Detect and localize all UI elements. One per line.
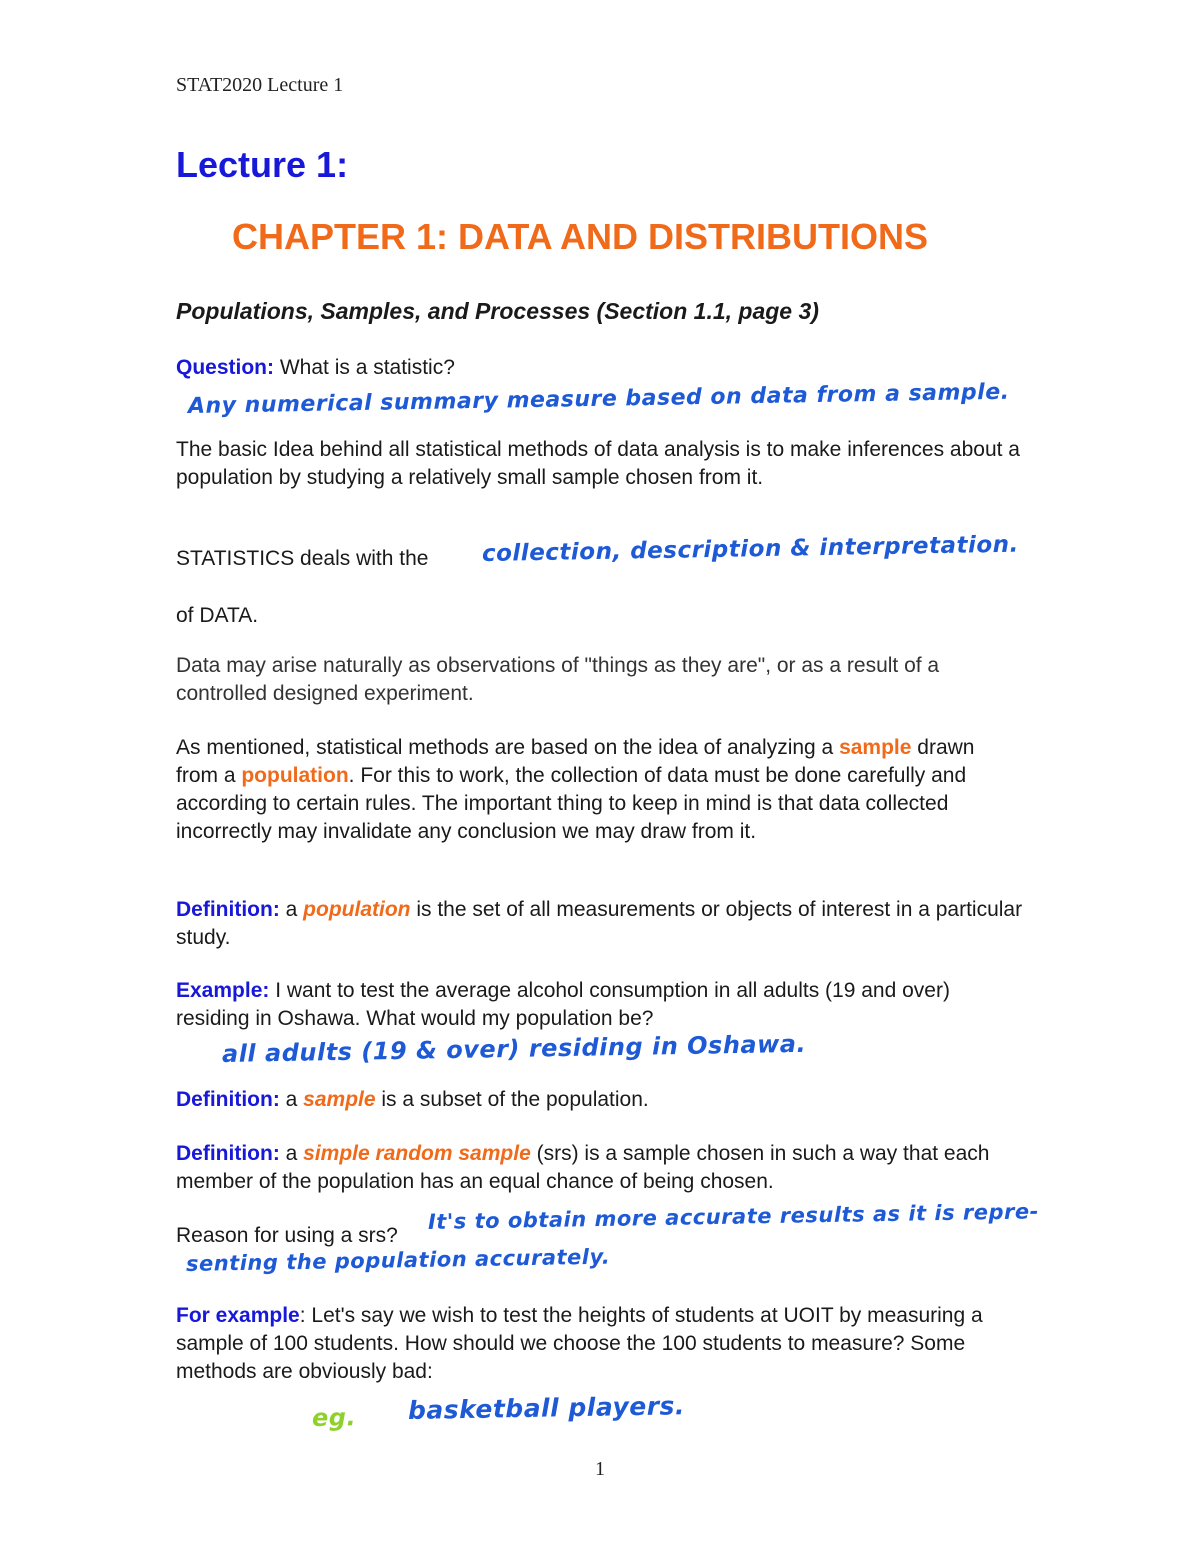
- term-sample-italic: sample: [303, 1088, 376, 1111]
- definition-pre: a: [279, 1088, 304, 1111]
- definition-pre: a: [279, 898, 304, 921]
- page-number: 1: [595, 1458, 605, 1480]
- paragraph-mentioned: [176, 734, 1016, 846]
- handwritten-population-answer: all adults (19 & over) residing in Oshawa.: [221, 1029, 807, 1068]
- definition-population: [176, 896, 1036, 952]
- for-example-text: : Let's say we wish to test the heights of students at UOIT by measuring a sample of 100 students. How should we choose the 100 students to measure? Some methods are obviously bad:: [176, 1304, 983, 1383]
- for-example-paragraph: [176, 1302, 1016, 1386]
- handwritten-reason-line2: senting the population accurately.: [185, 1244, 611, 1276]
- definition-label: Definition:: [176, 1142, 280, 1165]
- example-label: Example:: [176, 979, 270, 1002]
- running-head: STAT2020 Lecture 1: [176, 74, 344, 96]
- handwritten-eg: eg.: [311, 1403, 357, 1432]
- example-text: I want to test the average alcohol consumption in all adults (19 and over) residing in Oshawa. What would my population be?: [176, 979, 950, 1030]
- lecture-title: Lecture 1:: [176, 144, 349, 185]
- chapter-title: CHAPTER 1: DATA AND DISTRIBUTIONS: [232, 216, 928, 257]
- term-simple-random-sample: simple random sample: [303, 1142, 531, 1165]
- handwritten-basketball-players: basketball players.: [407, 1391, 686, 1425]
- paragraph-basic-idea: The basic Idea behind all statistical methods of data analysis is to make inferences about a population by studying a relatively small sample chosen from it.: [176, 438, 1020, 489]
- definition-population-text: is the set of all measurements or objects of interest in a particular study.: [176, 898, 1023, 949]
- example-alcohol: [176, 977, 1016, 1033]
- handwritten-reason-line1: It's to obtain more accurate results as it is repre-: [427, 1199, 1040, 1234]
- term-population-italic: population: [303, 898, 411, 921]
- mentioned-part2: drawn from a: [176, 736, 975, 787]
- definition-pre: a: [279, 1142, 304, 1165]
- definition-srs-text: (srs) is a sample chosen in such a way that each member of the population has an equal chance of being chosen.: [176, 1142, 990, 1193]
- paragraph-data-arise: Data may arise naturally as observations of "things as they are", or as a result of a controlled designed experiment.: [176, 654, 940, 705]
- for-example-label: For example: [176, 1304, 300, 1327]
- term-sample: sample: [839, 736, 912, 759]
- question-label: Question:: [176, 356, 274, 379]
- reason-question: Reason for using a srs?: [176, 1224, 398, 1247]
- definition-sample: [176, 1086, 1056, 1114]
- statistics-lead: STATISTICS deals with the: [176, 547, 429, 570]
- statistics-tail: of DATA.: [176, 604, 259, 627]
- section-heading: Populations, Samples, and Processes (Section 1.1, page 3): [176, 298, 819, 324]
- mentioned-part3: . For this to work, the collection of data must be done carefully and according to certain rules. The important thing to keep in mind is that data collected incorrectly may invalidate any conclusion we may draw from it.: [176, 764, 967, 843]
- question-text: What is a statistic?: [279, 356, 455, 379]
- mentioned-part1: As mentioned, statistical methods are based on the idea of analyzing a: [176, 736, 840, 759]
- definition-label: Definition:: [176, 1088, 280, 1111]
- definition-srs: [176, 1140, 1016, 1196]
- handwritten-answer-statistic: Any numerical summary measure based on data from a sample.: [187, 379, 1010, 419]
- term-population: population: [241, 764, 349, 787]
- definition-sample-text: is a subset of the population.: [375, 1088, 649, 1111]
- question-line: [176, 354, 1056, 382]
- handwritten-collection: collection, description & interpretation.: [481, 531, 1019, 567]
- definition-label: Definition:: [176, 898, 280, 921]
